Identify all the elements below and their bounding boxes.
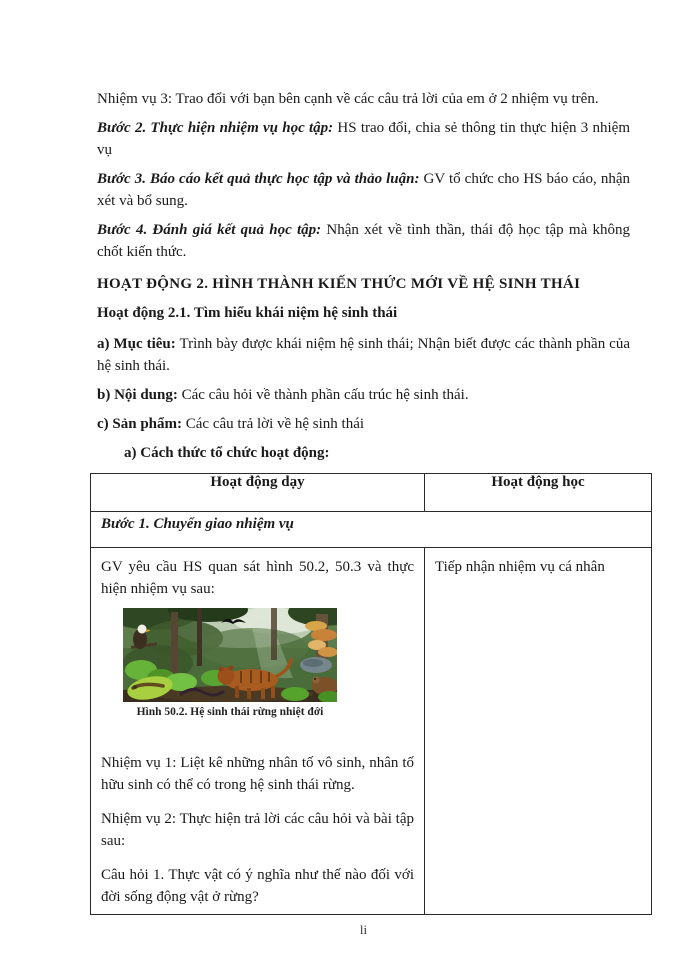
table-step-row [91,512,652,548]
question-1-text: Câu hỏi 1. Thực vật có ý nghĩa như thế nào đối với đời sống động vật ở rừng? [101,867,414,905]
student-response: Tiếp nhận nhiệm vụ cá nhân [435,559,605,575]
step-1-label: Bước 1. Chuyển giao nhiệm vụ [91,512,652,548]
learning-activity-cell [425,548,652,915]
paragraph-nhiem-vu-3 [97,88,630,110]
task-2-text: Nhiệm vụ 2: Thực hiện trả lời các câu hỏi và bài tập sau: [101,811,414,849]
paragraph-buoc-2 [97,117,630,161]
item-noi-dung [97,384,630,406]
paragraph-text: HS trao đổi, chia sẻ thông tin thực hiện 3 nhiệm vụ [97,120,630,158]
item-san-pham [97,413,630,435]
item-text: Trình bày được khái niệm hệ sinh thái; Nhận biết được các thành phần của hệ sinh thái. [97,336,630,374]
item-label: c) Sản phẩm: [97,416,183,432]
item-label: b) Nội dung: [97,387,178,403]
step-label: Bước 3. Báo cáo kết quả thực học tập và thảo luận: [97,171,420,187]
org-method-line: a) Cách thức tổ chức hoạt động: [124,445,330,461]
page-number: li [359,922,368,937]
column-header-learning: Hoạt động học [425,474,652,512]
item-text: Các câu trả lời về hệ sinh thái [182,416,365,432]
figure-50-2 [123,608,337,720]
paragraph-text: GV tổ chức cho HS báo cáo, nhận xét và bổ sung. [97,171,630,209]
table-content-row [91,548,652,915]
table-header-row [91,474,652,512]
teacher-instruction: GV yêu cầu HS quan sát hình 50.2, 50.3 và thực hiện nhiệm vụ sau: [101,559,414,597]
item-text: Các câu hỏi về thành phần cấu trúc hệ sinh thái. [177,387,469,403]
paragraph-buoc-4 [97,219,630,263]
figure-caption: Hình 50.2. Hệ sinh thái rừng nhiệt đới [136,706,324,718]
item-muc-tieu [97,333,630,377]
column-header-teaching: Hoạt động dạy [91,474,425,512]
item-label: a) Mục tiêu: [97,336,176,352]
step-label: Bước 2. Thực hiện nhiệm vụ học tập: [97,120,334,136]
paragraph-buoc-3 [97,168,630,212]
rainforest-ecosystem-image [123,608,337,702]
teaching-activity-cell [91,548,425,915]
task-1-text: Nhiệm vụ 1: Liệt kê những nhân tố vô sinh, nhân tố hữu sinh có thể có trong hệ sinh thái rừng. [101,755,414,793]
paragraph-text: Nhiệm vụ 3: Trao đổi với bạn bên cạnh về các câu trả lời của em ở 2 nhiệm vụ trên. [97,91,599,107]
paragraph-text: Nhận xét về tình thần, thái độ học tập mà không chốt kiến thức. [97,222,630,260]
heading-hoat-dong-2-1: Hoạt động 2.1. Tìm hiểu khái niệm hệ sinh thái [97,305,398,321]
lesson-activity-table [90,473,652,915]
step-label: Bước 4. Đánh giá kết quả học tập: [97,222,322,238]
heading-hoat-dong-2: HOẠT ĐỘNG 2. HÌNH THÀNH KIẾN THỨC MỚI VỀ HỆ SINH THÁI [97,276,581,292]
